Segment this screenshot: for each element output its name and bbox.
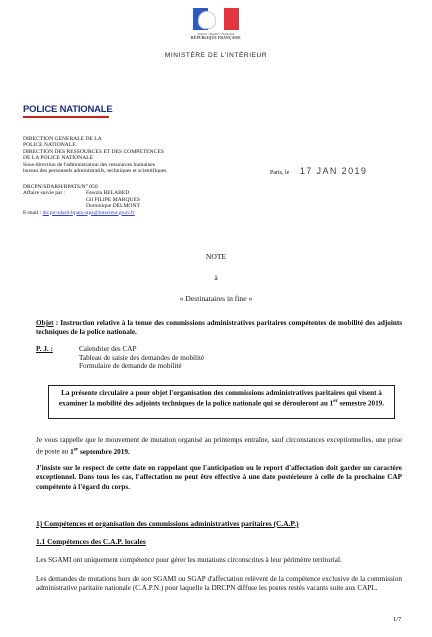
- p1-sup: er: [73, 447, 79, 453]
- place-label: Paris, le: [270, 170, 290, 176]
- note-title: NOTE: [205, 252, 227, 261]
- contact-name: Gil FILIPE MARQUES: [86, 196, 141, 203]
- sender-line: bureau des personnels administratifs, techniques et scientifiques: [23, 168, 167, 175]
- contact-name: Dominique DELMONT: [86, 203, 140, 210]
- police-nationale-logo: [23, 101, 113, 121]
- summary-text-end: semestre 2019.: [337, 398, 385, 407]
- republique-label: RÉPUBLIQUE FRANÇAISE: [191, 36, 241, 40]
- note-recipients: « Destinataires in fine »: [179, 294, 253, 303]
- section-1-heading: 1) Compétences et organisation des commissions administratives paritaires (C.A.P.): [36, 519, 299, 528]
- paragraph-1: [36, 436, 402, 457]
- summary-sup: er: [333, 398, 338, 404]
- paragraph-3: Les SGAMI ont uniquement compétence pour gérer les mutations circonscrites à leur périmètre territorial.: [36, 556, 342, 564]
- summary-box: [48, 385, 395, 419]
- objet-paragraph: [36, 319, 402, 337]
- summary-text: La présente circulaire a pour objet l'organisation des commissions administratives paritaires qui visent à examiner la mobilité des adjoints techniques de la police nationale qui se dérouleront au 1: [58, 389, 382, 407]
- affaire-label: Affaire suivie par :: [23, 190, 66, 197]
- pj-list: [79, 345, 204, 371]
- sender-line: Sous-direction de l'administration des ressources humaines: [23, 161, 155, 168]
- note-a: à: [214, 273, 218, 282]
- sender-block: [23, 136, 243, 174]
- pj-item: Formulaire de demande de mobilité: [79, 362, 182, 371]
- objet-label: Objet: [36, 319, 54, 327]
- reference-block: [23, 184, 243, 216]
- pj-item: Tableau de saisie des demandes de mobilité: [79, 353, 205, 362]
- sender-line: DIRECTION GENERALE DE LA: [23, 136, 102, 142]
- p1-bold: 1: [70, 447, 74, 456]
- pj-item: Calendrier des CAP: [79, 345, 137, 353]
- paragraph-4: Les demandes de mutations hors de son SGAMI ou SGAP d'affectation relèvent de la compétence exclusive de la commission administrative paritaire nationale (C.A.P.N.) pour laquelle la DRCPN diffuse les postes restés vacants suite aux CAPL.: [36, 575, 402, 593]
- email-label: E-mail :: [23, 209, 42, 216]
- email-row: [23, 210, 243, 216]
- place-date: [270, 166, 367, 176]
- p1-text: Je vous rappelle que le mouvement de mutation organisé au printemps entraîne, sauf circonstances exceptionnelles, une prise de poste au: [36, 436, 402, 456]
- email-link[interactable]: drcpn-sdarh-bpats-stps@interieur.gouv.fr: [42, 209, 135, 216]
- pj-label: P. J. :: [36, 345, 53, 353]
- date-stamp: 17 JAN 2019: [299, 166, 368, 176]
- sender-line: DIRECTION DES RESSOURCES ET DES COMPETENCES: [23, 148, 164, 155]
- section-1-1-heading: 1.1 Compétences des C.A.P. locales: [36, 537, 146, 546]
- marianne-flag-icon: [193, 8, 239, 30]
- reference-number: DRCPN/SDARH/BPATS/N° 050: [23, 184, 98, 190]
- p1-bold-end: septembre 2019.: [78, 447, 130, 456]
- paragraph-2: J'insiste sur le respect de cette date en rappelant que l'anticipation ou le report d'affectation doit garder un caractère exceptionnel. Dans tous les cas, l'affectation ne peut être effective à une date postérieure à celle de la prochaine CAP compétente à l'égard du corps.: [36, 464, 402, 491]
- republic-seal: [188, 8, 244, 40]
- logo-underline: [23, 116, 109, 118]
- ministere-label: MINISTÈRE DE L'INTÉRIEUR: [164, 52, 268, 59]
- page-number: 1/7: [393, 616, 402, 623]
- objet-text: : Instruction relative à la tenue des commissions administratives paritaires compétentes de mobilité des adjoints techniques de la police nationale.: [36, 319, 403, 337]
- sender-line: POLICE NATIONALE: [23, 142, 76, 149]
- motto: Liberté • Égalité • Fraternité: [197, 32, 235, 36]
- police-logo-text: POLICE NATIONALE: [23, 104, 113, 115]
- sender-line: DE LA POLICE NATIONALE: [23, 155, 94, 162]
- contact-name: Fawzia BELABED: [86, 190, 130, 197]
